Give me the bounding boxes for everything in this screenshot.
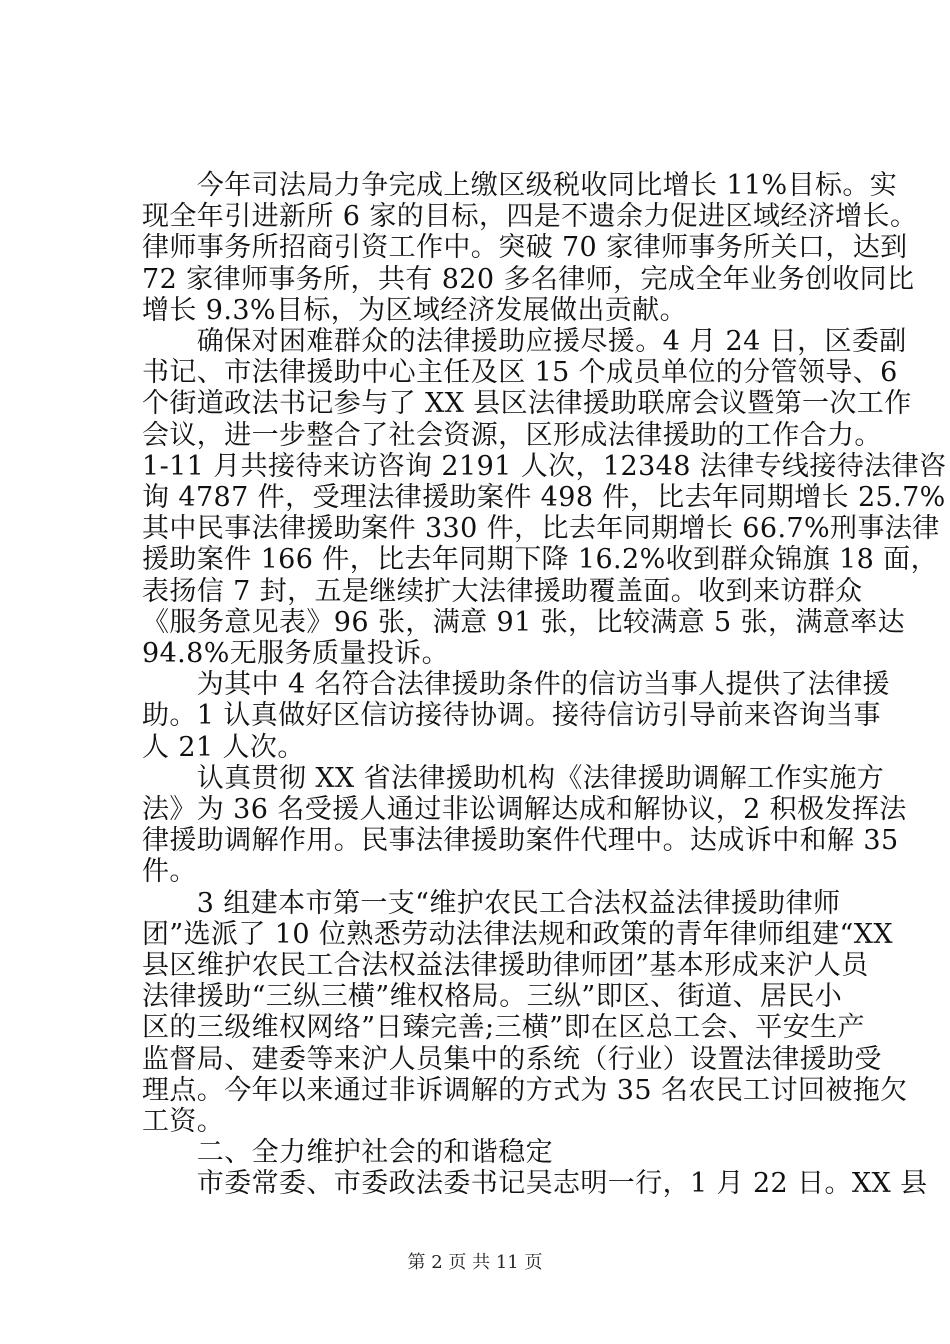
body-line: 3 组建本市第一支“维护农民工合法权益法律援助律师 [142,887,841,919]
body-line: 《服务意见表》96 张，满意 91 张，比较满意 5 张，满意率达 [142,606,906,638]
body-line: 表扬信 7 封，五是继续扩大法律援助覆盖面。收到来访群众 [142,575,863,607]
body-line: 询 4787 件，受理法律援助案件 498 件，比去年同期增长 25.7% [142,482,946,513]
body-line: 件。 [142,856,197,888]
body-line: 72 家律师事务所，共有 820 多名律师，完成全年业务创收同比 [142,263,915,295]
body-line: 书记、市法律援助中心主任及区 15 个成员单位的分管领导、6 [142,357,898,389]
body-line: 援助案件 166 件，比去年同期下降 16.2%收到群众锦旗 18 面， [142,544,938,576]
body-line: 现全年引进新所 6 家的目标，四是不遗余力促进区域经济增长。 [142,201,918,233]
body-line: 认真贯彻 XX 省法律援助机构《法律援助调解工作实施方 [142,762,885,794]
section-heading: 二、全力维护社会的和谐稳定 [142,1137,553,1169]
body-line: 团”选派了 10 位熟悉劳动法律法规和政策的青年律师组建“XX [142,918,893,950]
body-line: 增长 9.3%目标，为区域经济发展做出贡献。 [142,294,687,326]
body-line: 理点。今年以来通过非诉调解的方式为 35 名农民工讨回被拖欠 [142,1074,908,1106]
body-line: 确保对困难群众的法律援助应援尽援。4 月 24 日，区委副 [142,326,907,357]
body-line: 助。1 认真做好区信访接待协调。接待信访引导前来咨询当事 [142,700,881,732]
body-line: 区的三级维权网络”日臻完善;三横”即在区总工会、平安生产 [142,1012,865,1044]
body-line: 94.8%无服务质量投诉。 [142,638,449,669]
body-line: 1-11 月共接待来访咨询 2191 人次，12348 法律专线接待法律咨 [142,450,947,482]
page-footer: 第 2 页 共 11 页 [407,1252,543,1273]
body-line: 今年司法局力争完成上缴区级税收同比增长 11%目标。实 [142,170,898,201]
body-line: 法律援助“三纵三横”维权格局。三纵”即区、街道、居民小 [142,981,843,1013]
body-line: 会议，进一步整合了社会资源，区形成法律援助的工作合力。 [142,419,882,451]
body-line: 市委常委、市委政法委书记吴志明一行，1 月 22 日。XX 县 [142,1168,928,1200]
body-line: 律师事务所招商引资工作中。突破 70 家律师事务所关口，达到 [142,232,908,264]
body-line: 个街道政法书记参与了 XX 县区法律援助联席会议暨第一次工作 [142,388,912,420]
body-line: 人 21 人次。 [142,731,305,763]
body-line: 律援助调解作用。民事法律援助案件代理中。达成诉中和解 35 [142,825,899,857]
body-line: 法》为 36 名受援人通过非讼调解达成和解协议，2 积极发挥法 [142,794,907,825]
body-line: 为其中 4 名符合法律援助条件的信访当事人提供了法律援 [142,669,890,701]
body-line: 其中民事法律援助案件 330 件，比去年同期增长 66.7%刑事法律 [142,513,940,545]
body-line: 县区维护农民工合法权益法律援助律师团”基本形成来沪人员 [142,950,869,981]
body-line: 工资。 [142,1106,225,1137]
body-line: 监督局、建委等来沪人员集中的系统（行业）设置法律援助受 [142,1043,882,1075]
